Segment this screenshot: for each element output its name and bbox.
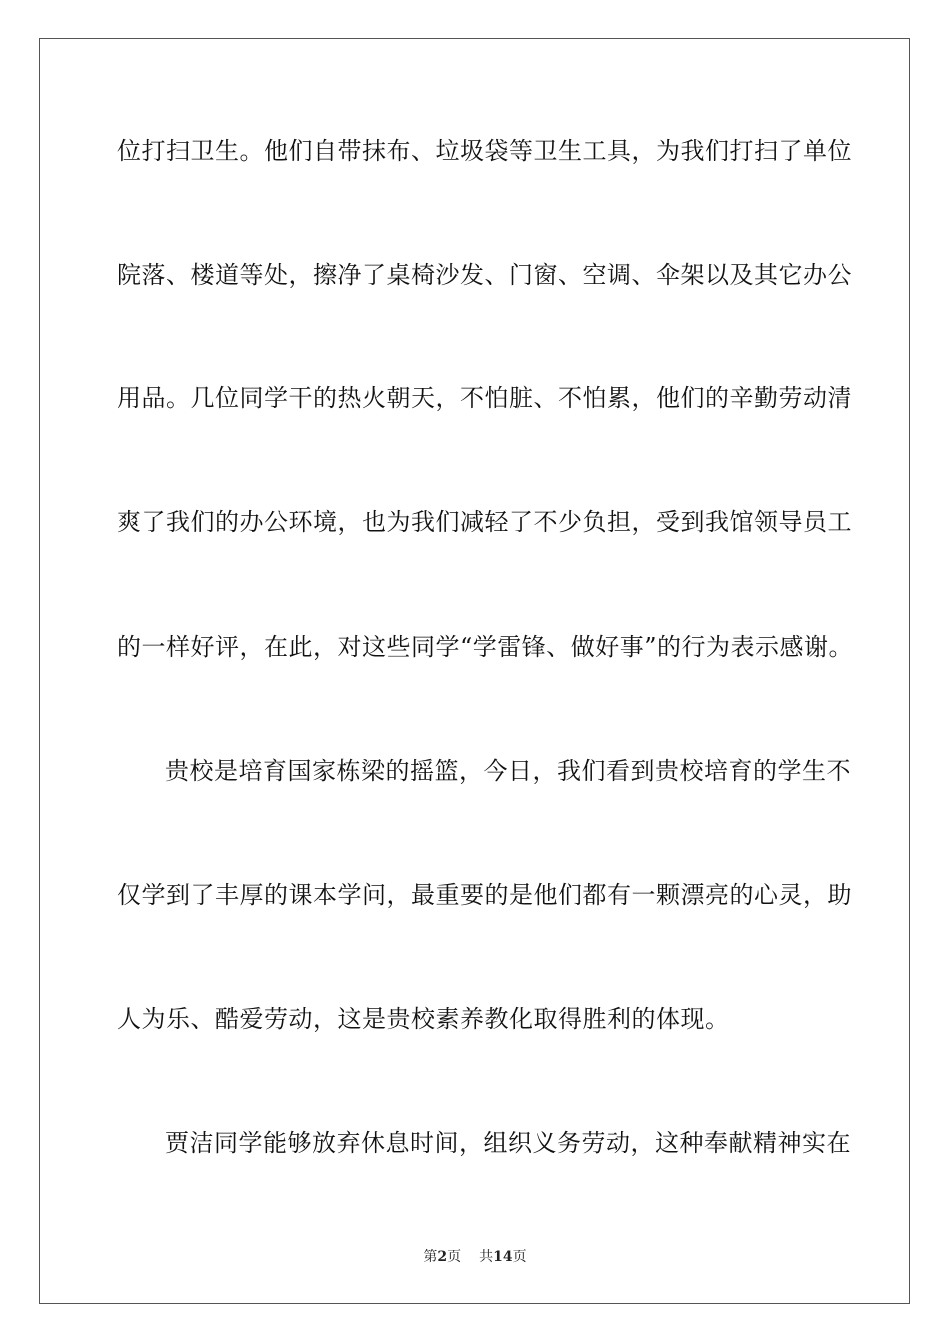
page-number: 2 [437, 1249, 448, 1265]
paragraph-line: 贾洁同学能够放弃休息时间，组织义务劳动，这种奉献精神实在 [165, 1129, 851, 1157]
paragraph-line: 爽了我们的办公环境，也为我们减轻了不少负担，受到我馆领导员工 [117, 508, 852, 536]
page-prefix: 第 [423, 1249, 438, 1265]
paragraph-line: 用品。几位同学干的热火朝天，不怕脏、不怕累，他们的辛勤劳动清 [117, 384, 852, 412]
paragraph-line: 的一样好评，在此，对这些同学“学雷锋、做好事”的行为表示感谢。 [117, 633, 854, 661]
total-suffix: 页 [512, 1249, 527, 1265]
paragraph-line: 院落、楼道等处，擦净了桌椅沙发、门窗、空调、伞架以及其它办公 [117, 261, 852, 289]
page-footer [0, 1248, 950, 1266]
total-pages: 14 [493, 1249, 513, 1265]
page-border [39, 38, 910, 1304]
page-suffix: 页 [447, 1249, 462, 1265]
paragraph-line: 位打扫卫生。他们自带抹布、垃圾袋等卫生工具，为我们打扫了单位 [117, 137, 852, 165]
total-prefix: 共 [479, 1249, 494, 1265]
paragraph-line: 贵校是培育国家栋梁的摇篮，今日，我们看到贵校培育的学生不 [165, 757, 851, 785]
paragraph-line: 人为乐、酷爱劳动，这是贵校素养教化取得胜利的体现。 [117, 1005, 730, 1033]
paragraph-line: 仅学到了丰厚的课本学问，最重要的是他们都有一颗漂亮的心灵，助 [117, 881, 852, 909]
